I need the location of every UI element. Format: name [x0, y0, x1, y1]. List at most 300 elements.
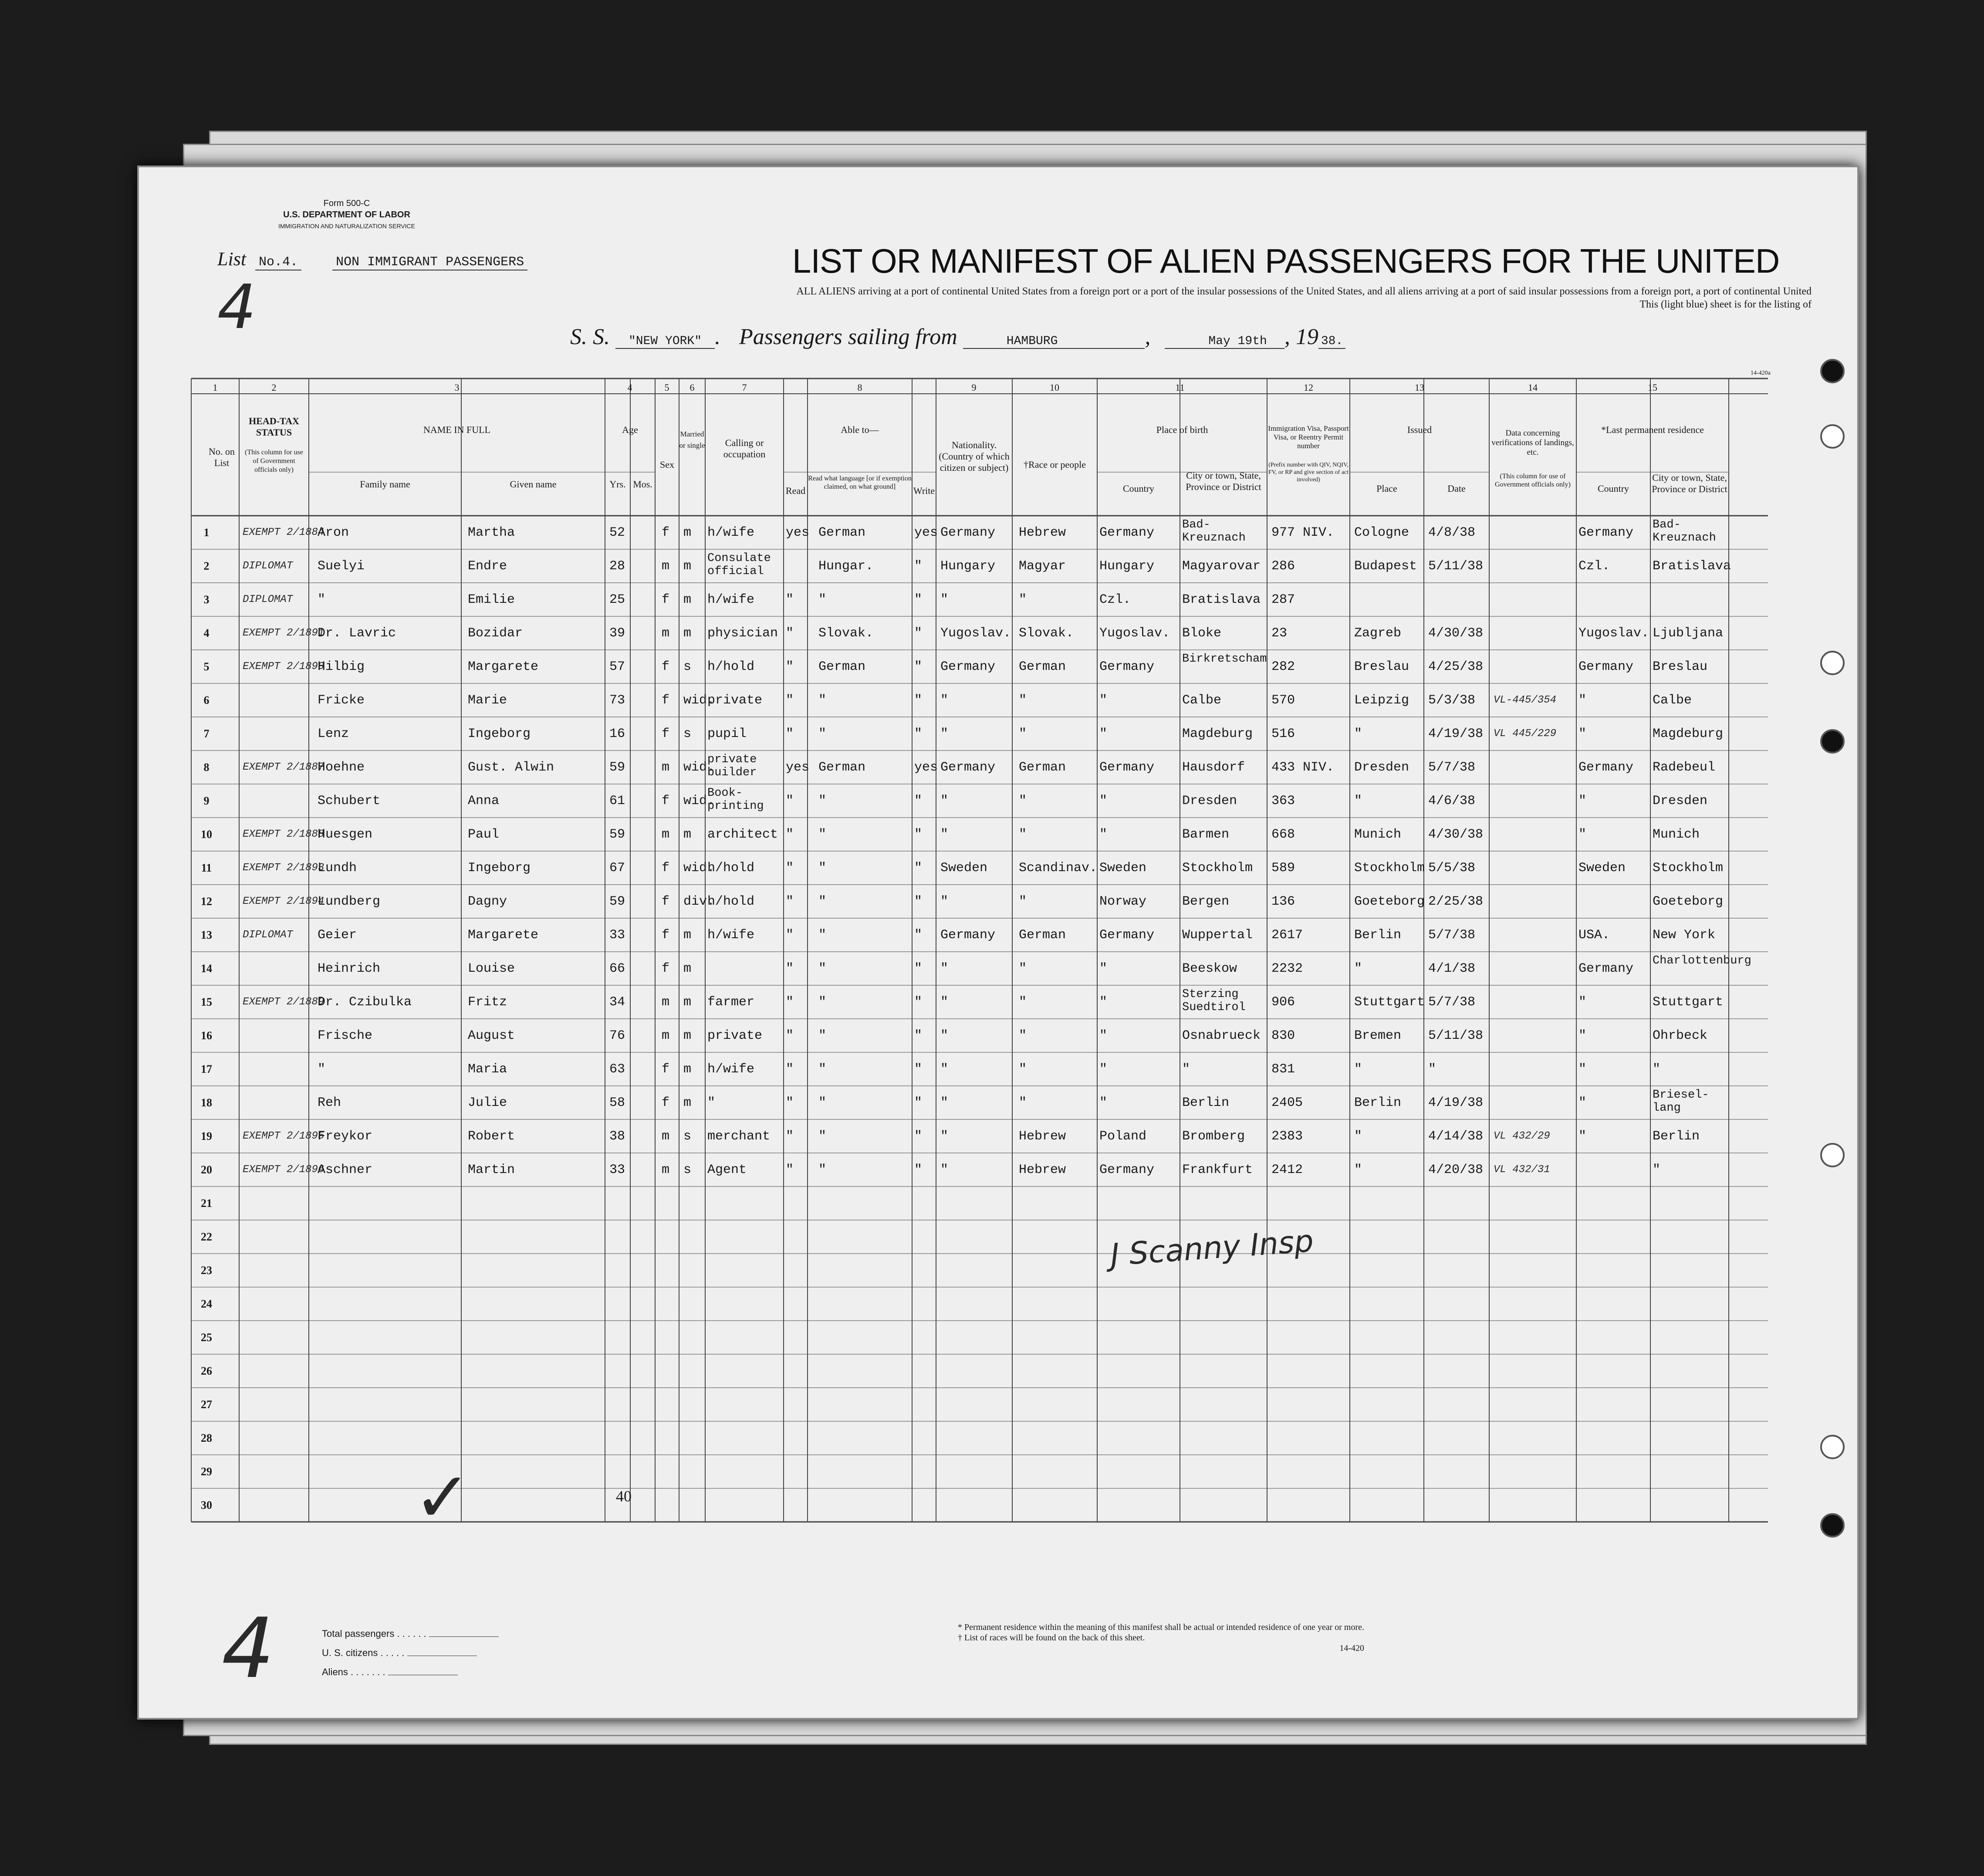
total-passengers-label: Total passengers . . . . . . [322, 1624, 499, 1643]
row-number: 21 [201, 1197, 212, 1210]
birth-city-cell: Bromberg [1182, 1129, 1245, 1144]
service: IMMIGRATION AND NATURALIZATION SERVICE [278, 223, 415, 230]
sex-cell: f [662, 794, 670, 808]
issued-date-cell: 5/11/38 [1428, 1028, 1484, 1043]
issued-date-cell: 4/30/38 [1428, 827, 1484, 842]
residence-country-cell: " [1578, 794, 1587, 808]
language-cell: " [818, 861, 827, 875]
column-number: 7 [742, 382, 747, 393]
residence-city-cell: Radebeul [1653, 760, 1716, 775]
birth-country-cell: " [1099, 727, 1108, 741]
issued-place-cell: " [1354, 1062, 1362, 1077]
total-mark: 40 [616, 1487, 632, 1505]
given-name-cell: Marie [468, 693, 507, 708]
row-number: 30 [201, 1499, 212, 1511]
marital-cell: m [683, 592, 692, 607]
marital-cell: m [683, 559, 692, 574]
marital-cell: m [683, 1062, 692, 1077]
read-cell: " [786, 1028, 794, 1043]
birth-country-cell: Germany [1099, 525, 1155, 540]
header-read-language: Read what language [or if exemption claimed, on what ground] [808, 475, 912, 490]
occupation-cell: h/hold [707, 861, 755, 875]
residence-country-cell: Germany [1578, 525, 1634, 540]
row-number: 27 [201, 1398, 212, 1411]
row-number: 14 [201, 962, 212, 975]
header-able-to: Able to— [841, 424, 879, 435]
family-name-cell: Dr. Lavric [318, 626, 396, 641]
read-cell: yes [786, 760, 810, 775]
sex-cell: m [662, 827, 670, 842]
read-cell: " [786, 693, 794, 708]
birth-country-cell: Yugoslav. [1099, 626, 1170, 641]
age-cell: 28 [609, 559, 625, 574]
marital-cell: m [683, 827, 692, 842]
occupation-cell: private [707, 693, 763, 708]
family-name-cell: Suelyi [318, 559, 365, 574]
head-tax-cell: EXEMPT 2/1891 [243, 627, 324, 639]
header-no-on-list: No. on List [209, 446, 235, 468]
footnote-code: 14-420 [1339, 1643, 1365, 1653]
nationality-cell: Germany [940, 760, 996, 775]
birth-country-cell: Norway [1099, 894, 1147, 909]
read-cell: " [786, 894, 794, 909]
birth-city-cell: Stockholm [1182, 861, 1253, 875]
birth-country-cell: " [1099, 1062, 1108, 1077]
visa-cell: 2617 [1271, 928, 1303, 943]
race-cell: Hebrew [1019, 525, 1066, 540]
sex-cell: f [662, 727, 670, 741]
race-cell: Hebrew [1019, 1129, 1066, 1144]
birth-city-cell: Birkretscham [1182, 652, 1267, 666]
punch-hole [1820, 1143, 1845, 1167]
head-tax-cell: EXEMPT 2/1889 [243, 996, 324, 1008]
family-name-cell: Freykor [318, 1129, 373, 1144]
birth-city-cell: Bratislava [1182, 592, 1261, 607]
header-visa: Immigration Visa, Passport Visa, or Reentry Permit number [1268, 424, 1349, 450]
age-cell: 58 [609, 1095, 625, 1110]
language-cell: " [818, 894, 827, 909]
list-number: No.4. [255, 255, 301, 270]
header-married: Married or single [679, 430, 705, 450]
visa-cell: 433 NIV. [1271, 760, 1335, 775]
language-cell: " [818, 592, 827, 607]
row-number: 9 [203, 794, 210, 807]
issued-place-cell: Cologne [1354, 525, 1409, 540]
family-name-cell: Lundh [318, 861, 357, 875]
row-number: 6 [203, 694, 210, 706]
age-cell: 16 [609, 727, 625, 741]
punch-hole [1820, 729, 1845, 754]
visa-cell: 2383 [1271, 1129, 1303, 1144]
birth-city-cell: Bad-Kreuznach [1182, 518, 1246, 544]
department: U.S. DEPARTMENT OF LABOR [283, 210, 410, 220]
birth-city-cell: Sterzing Suedtirol [1182, 988, 1246, 1014]
verification-cell: VL 432/31 [1494, 1164, 1550, 1176]
punch-hole [1820, 1435, 1845, 1459]
issued-date-cell: 4/19/38 [1428, 1095, 1484, 1110]
residence-city-cell: " [1653, 1062, 1661, 1077]
occupation-cell: architect [707, 827, 778, 842]
birth-city-cell: Wuppertal [1182, 928, 1253, 943]
instruction-line-2: This (light blue) sheet is for the listing of [1639, 299, 1812, 310]
sex-cell: m [662, 626, 670, 641]
column-number: 11 [1175, 382, 1185, 393]
occupation-cell: Book-printing [707, 787, 764, 813]
column-number: 5 [664, 382, 669, 393]
residence-country-cell: Germany [1578, 961, 1634, 976]
column-number: 10 [1050, 382, 1059, 393]
family-name-cell: Reh [318, 1095, 341, 1110]
header-family-name: Family name [360, 479, 410, 490]
given-name-cell: Anna [468, 794, 500, 808]
nationality-cell: " [940, 894, 949, 909]
write-cell: " [914, 592, 923, 607]
sex-cell: f [662, 525, 670, 540]
issued-place-cell: Munich [1354, 827, 1402, 842]
occupation-cell: merchant [707, 1129, 771, 1144]
header-res-city: City or town, State, Province or District [1652, 472, 1727, 494]
residence-city-cell: New York [1653, 928, 1716, 943]
birth-city-cell: Bloke [1182, 626, 1222, 641]
issued-date-cell: 5/5/38 [1428, 861, 1476, 875]
row-number: 25 [201, 1331, 212, 1344]
language-cell: " [818, 1095, 827, 1110]
family-name-cell: Lenz [318, 727, 349, 741]
nationality-cell: " [940, 827, 949, 842]
age-cell: 67 [609, 861, 625, 875]
nationality-cell: " [940, 961, 949, 976]
row-number: 20 [201, 1163, 212, 1176]
sex-cell: m [662, 1028, 670, 1043]
header-nationality: Nationality. (Country of which citizen or subject) [939, 439, 1010, 473]
row-number: 29 [201, 1465, 212, 1478]
nationality-cell: " [940, 727, 949, 741]
occupation-cell: h/hold [707, 659, 755, 674]
marital-cell: m [683, 1095, 692, 1110]
language-cell: " [818, 827, 827, 842]
sex-cell: f [662, 861, 670, 875]
marital-cell: s [683, 1163, 692, 1177]
read-cell: " [786, 626, 794, 641]
verification-cell: VL 445/229 [1494, 728, 1557, 740]
residence-city-cell: Magdeburg [1653, 727, 1724, 741]
age-cell: 52 [609, 525, 625, 540]
age-cell: 76 [609, 1028, 625, 1043]
visa-cell: 516 [1271, 727, 1295, 741]
issued-place-cell: Berlin [1354, 1095, 1402, 1110]
residence-city-cell: Dresden [1653, 794, 1708, 808]
head-tax-cell: EXEMPT 2/1893 [243, 862, 324, 874]
occupation-cell: Consulate official [707, 552, 771, 578]
family-name-cell: Schubert [318, 794, 381, 808]
race-cell: " [1019, 961, 1027, 976]
row-number: 4 [203, 627, 210, 639]
family-name-cell: " [318, 592, 326, 607]
language-cell: " [818, 1028, 827, 1043]
age-cell: 59 [609, 894, 625, 909]
language-cell: German [818, 659, 866, 674]
residence-city-cell: Goeteborg [1653, 894, 1724, 909]
issued-place-cell: Leipzig [1354, 693, 1409, 708]
given-name-cell: Martin [468, 1163, 515, 1177]
us-citizens-label: U. S. citizens . . . . . [322, 1643, 499, 1663]
family-name-cell: Hoehne [318, 760, 365, 775]
occupation-cell: h/wife [707, 592, 755, 607]
header-calling: Calling or occupation [723, 437, 766, 460]
nationality-cell: " [940, 1062, 949, 1077]
given-name-cell: Maria [468, 1062, 507, 1077]
race-cell: Magyar [1019, 559, 1066, 574]
head-tax-cell: EXEMPT 2/1887 [243, 761, 324, 773]
race-cell: Scandinav. [1019, 861, 1098, 875]
head-tax-cell: DIPLOMAT [243, 594, 293, 605]
birth-city-cell: Berlin [1182, 1095, 1230, 1110]
age-cell: 59 [609, 760, 625, 775]
birth-country-cell: Germany [1099, 760, 1155, 775]
language-cell: " [818, 1062, 827, 1077]
header-verifications-note: (This column for use of Government officials only) [1495, 473, 1571, 488]
row-number: 17 [201, 1063, 212, 1075]
issued-place-cell: Bremen [1354, 1028, 1402, 1043]
header-birth-country: Country [1122, 483, 1155, 494]
row-number: 5 [203, 660, 210, 673]
age-cell: 38 [609, 1129, 625, 1144]
row-number: 13 [201, 929, 212, 941]
given-name-cell: Gust. Alwin [468, 760, 554, 775]
header-issued-place: Place [1376, 483, 1397, 494]
header-place-of-birth: Place of birth [1156, 424, 1208, 435]
list-label: List [217, 248, 247, 270]
write-cell: " [914, 1163, 923, 1177]
given-name-cell: Martha [468, 525, 515, 540]
family-name-cell: Dr. Czibulka [318, 995, 412, 1010]
header-issued: Issued [1407, 424, 1432, 435]
issued-place-cell: Breslau [1354, 659, 1409, 674]
occupation-cell: h/wife [707, 928, 755, 943]
race-cell: Slovak. [1019, 626, 1074, 641]
issued-date-cell: " [1428, 1062, 1436, 1077]
column-number: 4 [627, 382, 632, 393]
residence-city-cell: " [1653, 1163, 1661, 1177]
column-number: 2 [271, 382, 277, 393]
read-cell: " [786, 928, 794, 943]
header-visa-note: (Prefix number with QIV, NQIV, FV, or RP and give section of act involved) [1268, 462, 1349, 483]
row-number: 18 [201, 1096, 212, 1109]
read-cell: " [786, 659, 794, 674]
column-number: 15 [1648, 382, 1657, 393]
family-name-cell: Aron [318, 525, 349, 540]
birth-city-cell: Bergen [1182, 894, 1230, 909]
family-name-cell: Geier [318, 928, 357, 943]
residence-country-cell: USA. [1578, 928, 1610, 943]
language-cell: " [818, 693, 827, 708]
list-type: NON IMMIGRANT PASSENGERS [332, 255, 527, 270]
birth-country-cell: Germany [1099, 1163, 1155, 1177]
head-tax-cell: EXEMPT 2/1894 [243, 896, 324, 907]
language-cell: " [818, 961, 827, 976]
inspector-signature: J Scanny Insp [1109, 1223, 1315, 1273]
issued-date-cell: 4/19/38 [1428, 727, 1484, 741]
residence-city-cell: Calbe [1653, 693, 1692, 708]
marital-cell: m [683, 928, 692, 943]
residence-city-cell: Charlottenburg [1653, 954, 1751, 967]
birth-country-cell: Hungary [1099, 559, 1155, 574]
head-tax-cell: EXEMPT 2/1896 [243, 1164, 324, 1176]
write-cell: " [914, 995, 923, 1010]
race-cell: " [1019, 592, 1027, 607]
residence-country-cell: " [1578, 995, 1587, 1010]
handwritten-page-number-bottom: 4 [222, 1600, 274, 1697]
visa-cell: 589 [1271, 861, 1295, 875]
marital-cell: s [683, 727, 692, 741]
row-number: 26 [201, 1365, 212, 1377]
read-cell: " [786, 1095, 794, 1110]
header-name-in-full: NAME IN FULL [423, 424, 490, 435]
marital-cell: s [683, 1129, 692, 1144]
nationality-cell: Germany [940, 525, 996, 540]
write-cell: " [914, 727, 923, 741]
age-cell: 33 [609, 1163, 625, 1177]
column-number: 13 [1415, 382, 1424, 393]
birth-country-cell: " [1099, 995, 1108, 1010]
row-number: 11 [201, 862, 212, 874]
birth-city-cell: Barmen [1182, 827, 1230, 842]
language-cell: " [818, 1163, 827, 1177]
column-number: 14 [1528, 382, 1538, 393]
head-tax-cell: EXEMPT 2/1890 [243, 661, 324, 673]
header-sex: Sex [660, 459, 674, 470]
nationality-cell: " [940, 592, 949, 607]
age-cell: 73 [609, 693, 625, 708]
issued-date-cell: 5/7/38 [1428, 928, 1476, 943]
header-write: Write [913, 485, 935, 496]
form-code: 14-420a [1751, 370, 1771, 376]
issued-place-cell: Berlin [1354, 928, 1402, 943]
birth-country-cell: " [1099, 1095, 1108, 1110]
residence-city-cell: Breslau [1653, 659, 1708, 674]
race-cell: " [1019, 1028, 1027, 1043]
race-cell: " [1019, 794, 1027, 808]
issued-place-cell: " [1354, 1163, 1362, 1177]
residence-country-cell: Sweden [1578, 861, 1626, 875]
birth-country-cell: " [1099, 961, 1108, 976]
read-cell: " [786, 995, 794, 1010]
write-cell: " [914, 693, 923, 708]
row-number: 19 [201, 1130, 212, 1143]
write-cell: " [914, 894, 923, 909]
manifest-sheet [137, 166, 1859, 1720]
write-cell: " [914, 659, 923, 674]
issued-place-cell: " [1354, 1129, 1362, 1144]
nationality-cell: " [940, 1163, 949, 1177]
sex-cell: f [662, 894, 670, 909]
head-tax-cell: EXEMPT 2/1888 [243, 828, 324, 840]
given-name-cell: Dagny [468, 894, 507, 909]
marital-cell: wid. [683, 861, 715, 875]
issued-date-cell: 5/3/38 [1428, 693, 1476, 708]
birth-country-cell: Czl. [1099, 592, 1131, 607]
issued-place-cell: Stuttgart [1354, 995, 1425, 1010]
row-number: 12 [201, 895, 212, 908]
language-cell: " [818, 794, 827, 808]
write-cell: yes [914, 525, 938, 540]
visa-cell: 2405 [1271, 1095, 1303, 1110]
nationality-cell: Yugoslav. [940, 626, 1011, 641]
sex-cell: f [662, 1062, 670, 1077]
birth-city-cell: Dresden [1182, 794, 1237, 808]
given-name-cell: Fritz [468, 995, 507, 1010]
issued-date-cell: 4/6/38 [1428, 794, 1476, 808]
occupation-cell: private builder [707, 753, 757, 779]
instruction-line-1: ALL ALIENS arriving at a port of continental United States from a foreign port or a port of the insular possessions of the United States, and all aliens arriving at a port of said insular possessions from a foreign port, a port of continental United [796, 286, 1812, 297]
write-cell: " [914, 861, 923, 875]
residence-country-cell: Yugoslav. [1578, 626, 1649, 641]
header-race: †Race or people [1024, 459, 1086, 470]
header-head-tax: HEAD-TAX STATUS [249, 416, 299, 438]
visa-cell: 2232 [1271, 961, 1303, 976]
family-name-cell: Aschner [318, 1163, 373, 1177]
occupation-cell: h/wife [707, 1062, 755, 1077]
language-cell: " [818, 727, 827, 741]
manifest-table [139, 167, 1857, 1718]
row-number: 22 [201, 1230, 212, 1243]
footnote-residence: * Permanent residence within the meaning of this manifest shall be actual or intended residence of one year or more. [958, 1622, 1365, 1632]
birth-country-cell: Sweden [1099, 861, 1147, 875]
aliens-label: Aliens . . . . . . . [322, 1663, 499, 1682]
birth-country-cell: Germany [1099, 928, 1155, 943]
write-cell: " [914, 827, 923, 842]
residence-city-cell: Ohrbeck [1653, 1028, 1708, 1043]
occupation-cell: private [707, 1028, 763, 1043]
marital-cell: wid. [683, 760, 715, 775]
footnotes [958, 1622, 1364, 1653]
birth-country-cell: " [1099, 693, 1108, 708]
sex-cell: f [662, 592, 670, 607]
departure-port: HAMBURG [963, 335, 1145, 349]
residence-city-cell: Bratislava [1653, 559, 1731, 574]
birth-country-cell: " [1099, 827, 1108, 842]
age-cell: 33 [609, 928, 625, 943]
visa-cell: 136 [1271, 894, 1295, 909]
issued-date-cell: 4/1/38 [1428, 961, 1476, 976]
family-name-cell: Huesgen [318, 827, 373, 842]
family-name-cell: Frische [318, 1028, 373, 1043]
visa-cell: 831 [1271, 1062, 1295, 1077]
marital-cell: div. [683, 894, 715, 909]
header-mos: Mos. [633, 479, 652, 490]
read-cell: " [786, 861, 794, 875]
residence-country-cell: Germany [1578, 760, 1634, 775]
occupation-cell: h/hold [707, 894, 755, 909]
header-given-name: Given name [510, 479, 557, 490]
column-number: 12 [1304, 382, 1313, 393]
birth-city-cell: Frankfurt [1182, 1163, 1253, 1177]
given-name-cell: Margarete [468, 928, 539, 943]
given-name-cell: Margarete [468, 659, 539, 674]
issued-place-cell: " [1354, 727, 1362, 741]
column-number: 3 [454, 382, 460, 393]
column-number: 9 [971, 382, 977, 393]
issued-date-cell: 5/7/38 [1428, 760, 1476, 775]
race-cell: " [1019, 1095, 1027, 1110]
year-prefix: 19 [1295, 324, 1318, 349]
residence-city-cell: Bad-Kreuznach [1653, 518, 1716, 544]
totals-block [322, 1624, 499, 1682]
read-cell: " [786, 794, 794, 808]
residence-country-cell: " [1578, 693, 1587, 708]
issued-place-cell: Zagreb [1354, 626, 1402, 641]
sex-cell: f [662, 693, 670, 708]
